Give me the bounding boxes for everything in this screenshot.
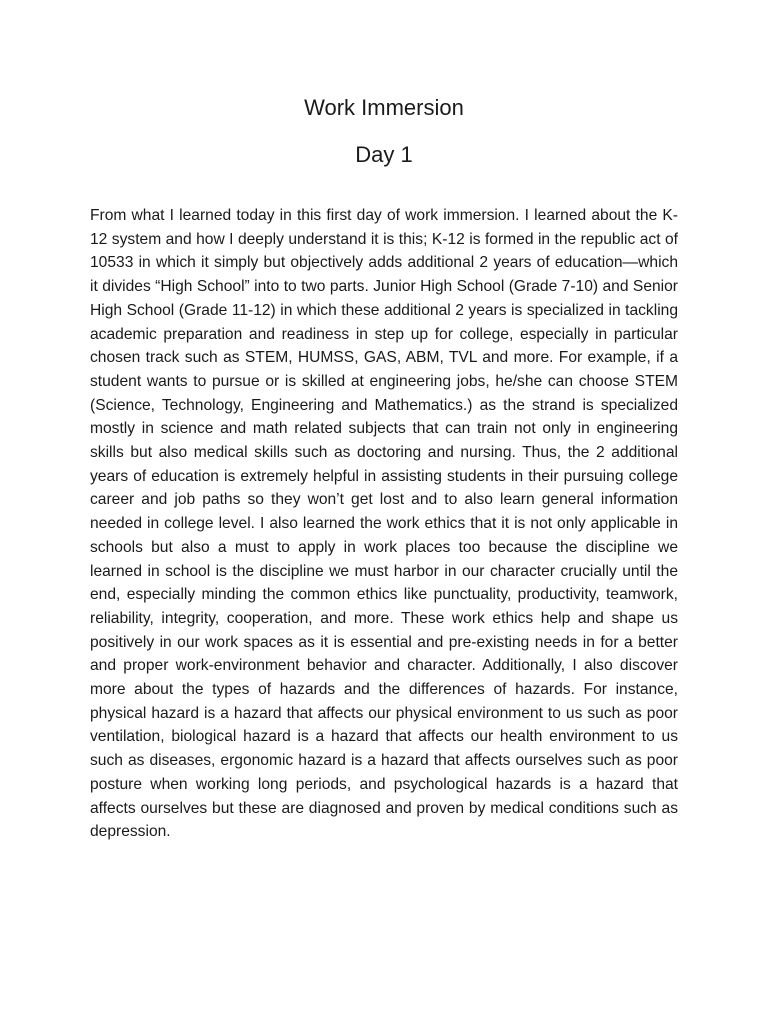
- document-body-paragraph: From what I learned today in this first day of work immersion. I learned about the K-12 system and how I deeply understand it is this; K-12 is formed in the republic act of 10533 in which it simply but objectively adds additional 2 years of education—which it divides “High School” into to two parts. Junior High School (Grade 7-10) and Senior High School (Grade 11-12) in which these additional 2 years is specialized in tackling academic preparation and readiness in step up for college, especially in particular chosen track such as STEM, HUMSS, GAS, ABM, TVL and more. For example, if a student wants to pursue or is skilled at engineering jobs, he/she can choose STEM (Science, Technology, Engineering and Mathematics.) as the strand is specialized mostly in science and math related subjects that can train not only in engineering skills but also medical skills such as doctoring and nursing. Thus, the 2 additional years of education is extremely helpful in assisting students in their pursuing college career and job paths so they won’t get lost and to also learn general information needed in college level. I also learned the work ethics that it is not only applicable in schools but also a must to apply in work places too because the discipline we learned in school is the discipline we must harbor in our character crucially until the end, especially minding the common ethics like punctuality, productivity, teamwork, reliability, integrity, cooperation, and more. These work ethics help and shape us positively in our work spaces as it is essential and pre-existing needs in for a better and proper work-environment behavior and character. Additionally, I also discover more about the types of hazards and the differences of hazards. For instance, physical hazard is a hazard that affects our physical environment to us such as poor ventilation, biological hazard is a hazard that affects our health environment to us such as diseases, ergonomic hazard is a hazard that affects ourselves such as poor posture when working long periods, and psychological hazards is a hazard that affects ourselves but these are diagnosed and proven by medical conditions such as depression.: [90, 207, 678, 841]
- document-subtitle: Day 1: [355, 142, 413, 167]
- document-title: Work Immersion: [304, 95, 464, 120]
